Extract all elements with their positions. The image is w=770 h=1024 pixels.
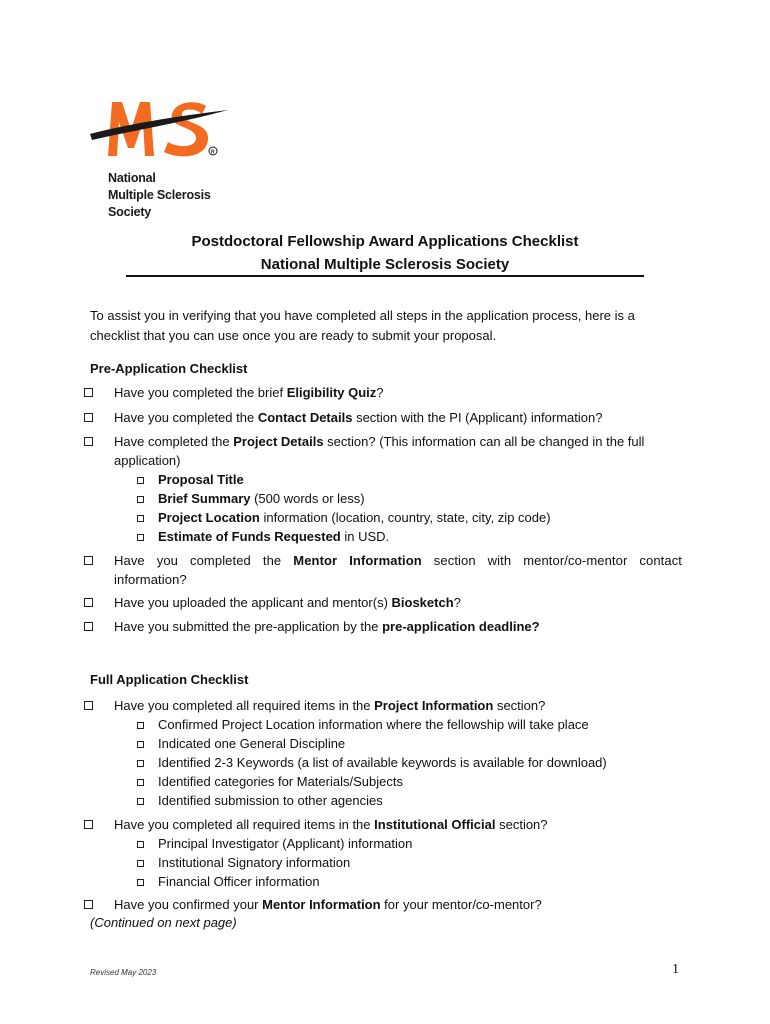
- checkbox[interactable]: [84, 413, 93, 422]
- sub-checkbox[interactable]: [137, 798, 144, 805]
- title-underline: [126, 275, 644, 277]
- item-text: Have you submitted the pre-application by the pre-application deadline?: [114, 619, 540, 634]
- checkbox[interactable]: [84, 437, 93, 446]
- logo-name-line: Multiple Sclerosis: [108, 188, 211, 202]
- item-text: Have you completed all required items in the Institutional Official section?: [114, 817, 548, 832]
- sub-checkbox[interactable]: [137, 534, 144, 541]
- document-page: R National Multiple Sclerosis Society Postdoctoral Fellowship Award Applications Checklist National Multiple Sclerosis Society To assist you in verifying that you have completed all steps in the application process, here is a checklist that you can use once you are ready to submit your proposal. Pre-Application Checklist Have you completed the brief Eligibility Quiz? Have you completed the Contact Details section with the PI (Applicant) information? Have completed the Project Details section? (This information can all be changed in the full application) Proposal Title Brief Summary (500 words or less) Project Location information (location, country, state, city, zip code) Estimate of Funds Requested in USD. Have you completed the Mentor Information section with mentor/co-mentor contact information? Have you uploaded the applicant and mentor(s) Biosketch? Have you submitted the pre-application by the pre-application deadline? Full Application Checklist Have you completed all required items in the Project Information section? Confirmed Project Location information where the fellowship will take place Indicated one General Discipline Identified 2-3 Keywords (a list of available keywords is available for download) Identified categories for Materials/Subjects Identified submission to other agencies Have you completed all required items in the Institutional Official section? Principal Investigator (Applicant) information Institutional Signatory information Financial Officer information Have you confirmed your Mentor Information for your mentor/co-mentor? (Continued on next page) Revised May 2023 1: [0, 0, 770, 1024]
- checkbox[interactable]: [84, 701, 93, 710]
- pre-application-heading: Pre-Application Checklist: [90, 361, 248, 376]
- checkbox[interactable]: [84, 622, 93, 631]
- checkbox[interactable]: [84, 900, 93, 909]
- checkbox[interactable]: [84, 388, 93, 397]
- item-text: Have you completed the brief Eligibility Quiz?: [114, 385, 384, 400]
- item-text: Have you completed the Contact Details section with the PI (Applicant) information?: [114, 410, 603, 425]
- item-text: Have you uploaded the applicant and mentor(s) Biosketch?: [114, 595, 461, 610]
- page-number: 1: [672, 962, 679, 977]
- sub-checkbox[interactable]: [137, 722, 144, 729]
- title-line-2: National Multiple Sclerosis Society: [260, 256, 510, 273]
- sub-checkbox[interactable]: [137, 515, 144, 522]
- item-text: Have you completed the Mentor Information section with mentor/co-mentor contact information?: [114, 553, 683, 587]
- sub-checkbox[interactable]: [137, 496, 144, 503]
- title-line-1: Postdoctoral Fellowship Award Applications Checklist: [191, 233, 579, 250]
- sub-checkbox[interactable]: [137, 760, 144, 767]
- logo-name-line: National: [108, 171, 156, 185]
- svg-text:R: R: [211, 149, 215, 156]
- checkbox[interactable]: [84, 598, 93, 607]
- item-text: Have you confirmed your Mentor Information for your mentor/co-mentor?: [114, 897, 542, 912]
- revision-date: Revised May 2023: [90, 968, 157, 977]
- logo-name-line: Society: [108, 205, 152, 219]
- logo-organization-name: [108, 170, 211, 221]
- sub-checkbox[interactable]: [137, 477, 144, 484]
- checkbox[interactable]: [84, 820, 93, 829]
- item-text: Have completed the Project Details section? (This information can all be changed in the full application): [114, 434, 645, 468]
- sub-checkbox[interactable]: [137, 879, 144, 886]
- full-application-heading: Full Application Checklist: [90, 672, 249, 687]
- document-title: [0, 230, 770, 276]
- intro-paragraph: To assist you in verifying that you have completed all steps in the application process, here is a checklist that you can use once you are ready to submit your proposal.: [90, 308, 635, 343]
- continued-note: (Continued on next page): [90, 915, 237, 930]
- sub-checkbox[interactable]: [137, 841, 144, 848]
- item-text: Have you completed all required items in the Project Information section?: [114, 698, 546, 713]
- sub-checkbox[interactable]: [137, 741, 144, 748]
- checkbox[interactable]: [84, 556, 93, 565]
- ms-logo-mark: [88, 96, 238, 166]
- sub-checkbox[interactable]: [137, 779, 144, 786]
- ms-society-logo: [88, 96, 238, 218]
- sub-checkbox[interactable]: [137, 860, 144, 867]
